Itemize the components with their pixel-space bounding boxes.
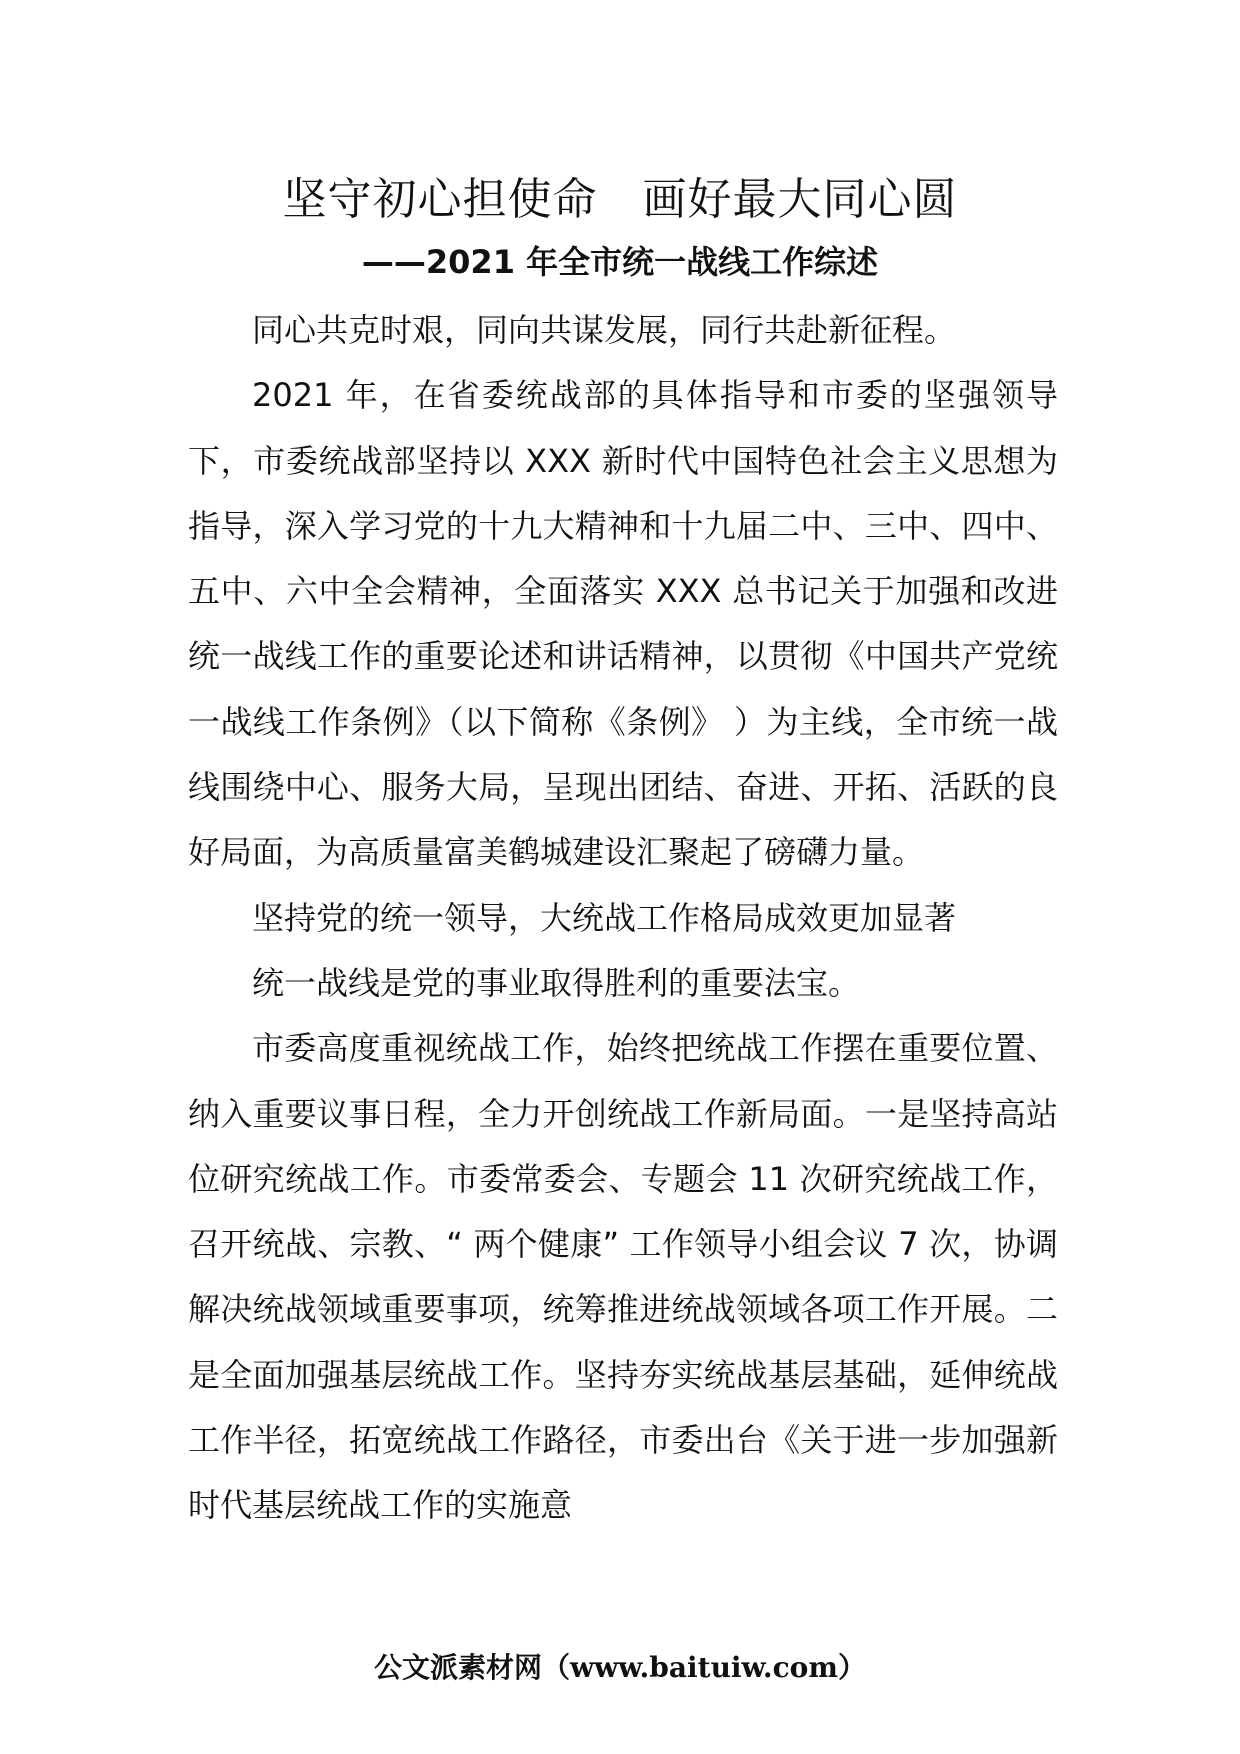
paragraph-section-lead: 统一战线是党的事业取得胜利的重要法宝。	[252, 963, 861, 1002]
footer-watermark: 公文派素材网（www.baituiw.com）	[374, 1651, 866, 1684]
section-heading: 坚持党的统一领导，大统战工作格局成效更加显著	[252, 898, 957, 937]
document-title: 坚守初心担使命 画好最大同心圆	[282, 174, 958, 225]
paragraph-section-body: 市委高度重视统战工作，始终把统战工作摆在重要位置、纳入重要议事日程，全力开创统战工作新局面。一是坚持高站位研究统战工作。市委常委会、专题会 11 次研究统战工作，召开统战、宗教、“ 两个健康” 工作领导小组会议 7 次，协调解决统战领域重要事项，统筹推进统战领域各项工作开展。二是全面加强基层统战工作。坚持夯实统战基层基础，延伸统战工作半径，拓宽统战工作路径，市委出台《关于进一步加强新时代基层统战工作的实施意	[188, 1029, 1058, 1525]
document-body	[188, 298, 1058, 1539]
paragraph-intro: 同心共克时艰，同向共谋发展，同行共赴新征程。	[252, 311, 957, 349]
document-subtitle: ——2021 年全市统一战线工作综述	[361, 243, 879, 281]
paragraph-overview: 2021 年，在省委统战部的具体指导和市委的坚强领导下，市委统战部坚持以 XXX 新时代中国特色社会主义思想为指导，深入学习党的十九大精神和十九届二中、三中、四中、五中、六中全会精神，全面落实 XXX 总书记关于加强和改进统一战线工作的重要论述和讲话精神，以贯彻《中国共产党统一战线工作条例》（以下简称《条例》 ）为主线，全市统一战线围绕中心、服务大局，呈现出团结、奋进、开拓、活跃的良好局面，为高质量富美鹤城建设汇聚起了磅礴力量。	[188, 376, 1058, 872]
